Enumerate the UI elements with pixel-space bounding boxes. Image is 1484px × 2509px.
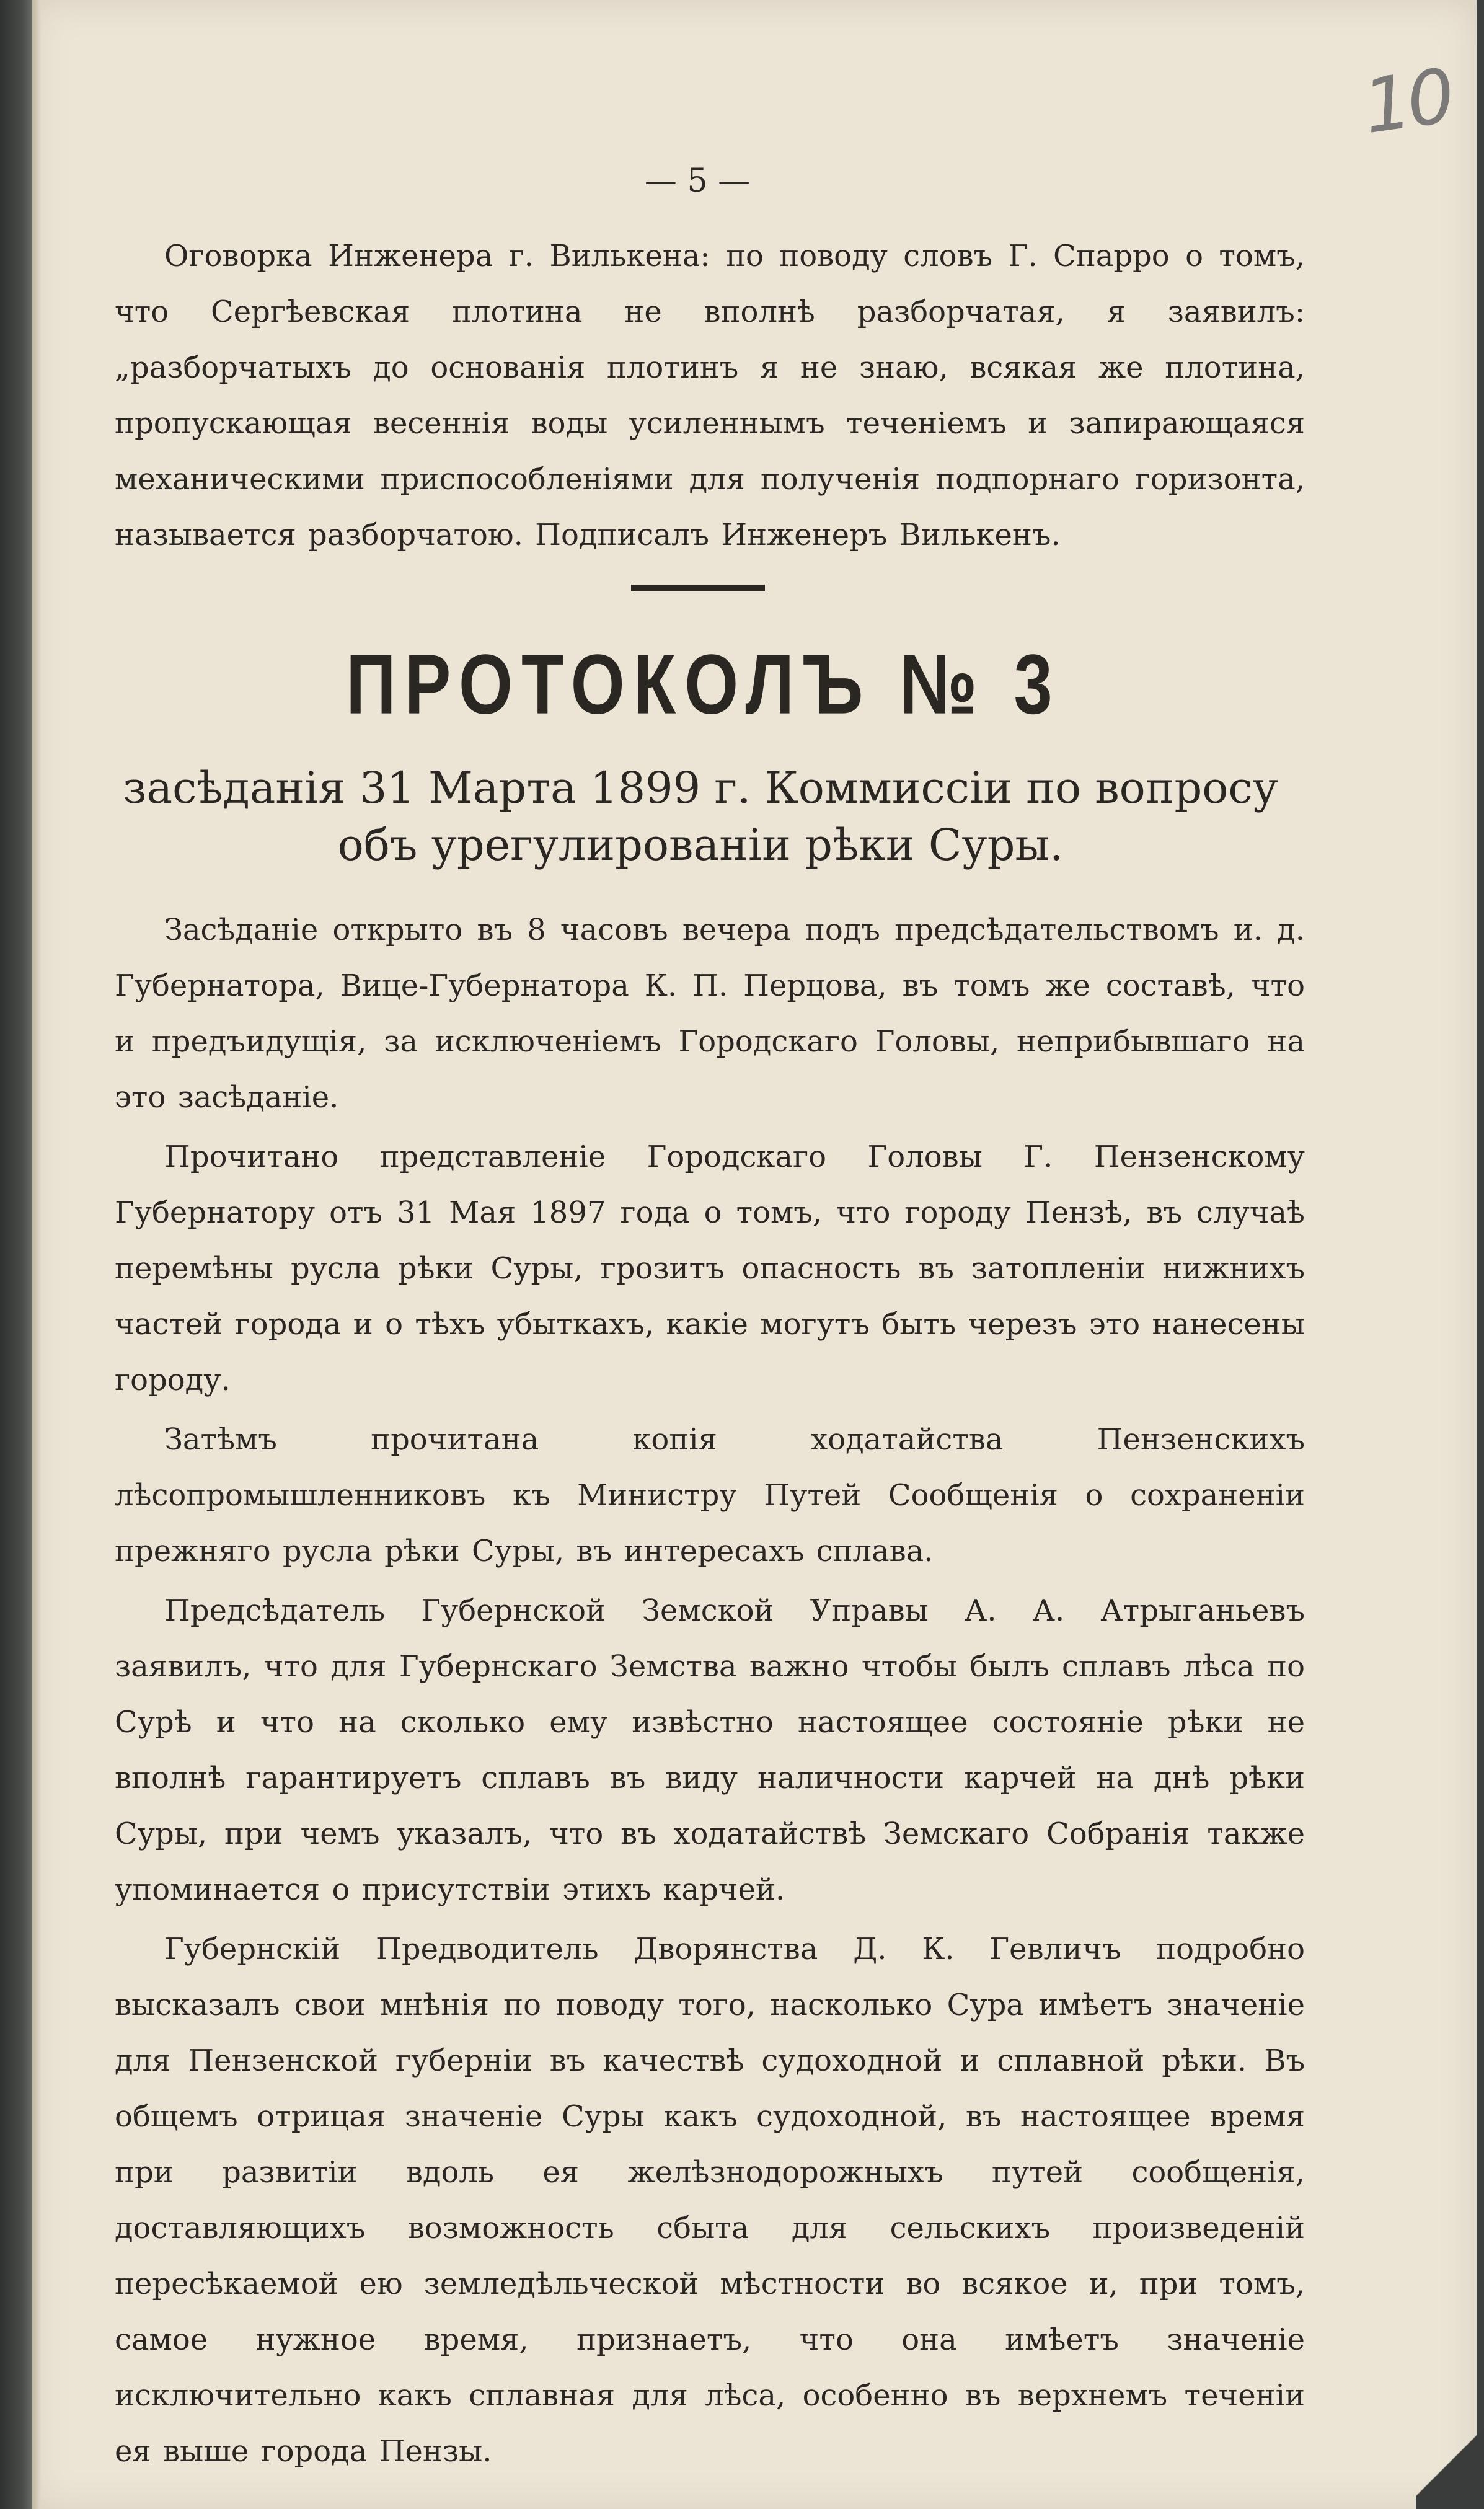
paragraph-nobility: Губернскій Предводитель Дворянства Д. К. Гевличъ подробно высказалъ свои мнѣнія по поводу того, насколько Сура имѣетъ значеніе для Пензенской губерніи въ качествѣ судоходной и сплавной рѣки. Въ общемъ отрицая значеніе Суры какъ судоходной, въ настоящее время при развитіи вдоль ея желѣзнодорожныхъ путей сообщенія, доставляющихъ возможность сбыта для сельскихъ произведеній пересѣкаемой ею земледѣльческой мѣстности во всякое и, при томъ, самое нужное время, признаетъ, что она имѣетъ значеніе исключительно какъ сплавная для лѣса, особенно въ верхнемъ теченіи ея выше города Пензы.: [115, 1932, 1305, 2469]
subtitle-line-2: объ урегулированіи рѣки Суры.: [337, 820, 1064, 870]
subtitle-line-1: засѣданія 31 Марта 1899 г. Коммиссіи по вопросу: [123, 763, 1278, 813]
section-divider: [631, 585, 765, 591]
protocol-heading: ПРОТОКОЛЪ № 3: [346, 637, 1061, 732]
page-fold-shadow: [32, 0, 41, 2509]
protocol-subtitle: [93, 759, 1308, 874]
intro-paragraph: Оговорка Инженера г. Вилькена: по поводу словъ Г. Спарро о томъ, что Сергѣевская плотина не вполнѣ разборчатая, я заявилъ: „разборчатыхъ до основанія плотинъ я не знаю, всякая же плотина, пропускающая весеннія воды усиленнымъ теченіемъ и запирающаяся механическими приспособленіями для полученія подпорнаго горизонта, называется разборчатою. Подписалъ Инженеръ Вилькенъ.: [115, 239, 1305, 552]
page-corner: [1416, 2428, 1484, 2509]
paragraph-zemstvo: Предсѣдатель Губернской Земской Управы А. А. Атрыганьевъ заявилъ, что для Губернскаго Земства важно чтобы былъ сплавъ лѣса по Сурѣ и что на сколько ему извѣстно настоящее состояніе рѣки не вполнѣ гарантируетъ сплавъ въ виду наличности карчей на днѣ рѣки Суры, при чемъ указалъ, что въ ходатайствѣ Земскаго Собранія также упоминается о присутствіи этихъ карчей.: [115, 1593, 1305, 1907]
paragraph-timber-petition: Затѣмъ прочитана копія ходатайства Пензенскихъ лѣсопромышленниковъ къ Министру Путей Сообщенія о сохраненіи прежняго русла рѣки Суры, въ интересахъ сплава.: [115, 1422, 1305, 1569]
page-number: — 5 —: [644, 162, 751, 200]
intro-block: [115, 228, 1305, 563]
paragraph-opening: Засѣданіе открыто въ 8 часовъ вечера подъ предсѣдательствомъ и. д. Губернатора, Вице-Губернатора К. П. Перцова, въ томъ же составѣ, что и предъидущія, за исключеніемъ Городскаго Головы, неприбывшаго на это засѣданіе.: [115, 913, 1305, 1115]
paragraph-city-head: Прочитано представленіе Городскаго Головы Г. Пензенскому Губернатору отъ 31 Мая 1897 года о томъ, что городу Пензѣ, въ случаѣ перемѣны русла рѣки Суры, грозитъ опасность въ затопленіи нижнихъ частей города и о тѣхъ убыткахъ, какіе могутъ быть черезъ это нанесены городу.: [115, 1139, 1305, 1397]
protocol-body: [115, 902, 1305, 2479]
book-binding: [0, 0, 32, 2509]
handwritten-folio-number: 10: [1358, 53, 1457, 151]
